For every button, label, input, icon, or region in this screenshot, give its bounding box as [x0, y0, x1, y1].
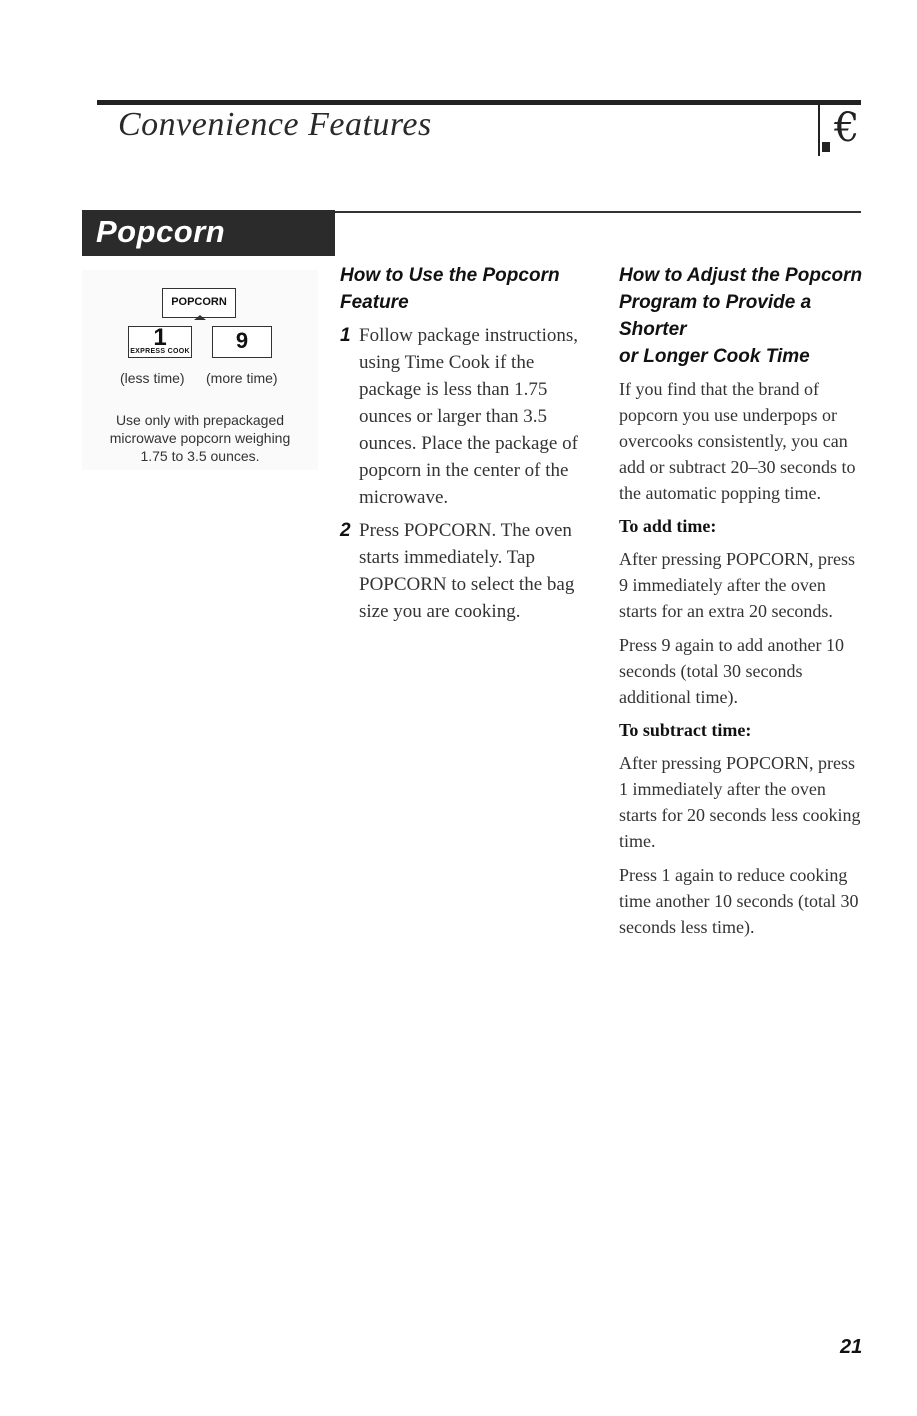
step-number: 2 — [340, 520, 351, 541]
caption-line: Use only with prepackaged — [115, 412, 285, 428]
keypad-illustration — [82, 270, 318, 470]
key-1-label: 1 — [153, 324, 167, 351]
caption-line: microwave popcorn weighing — [109, 430, 291, 446]
step-1 — [340, 322, 578, 511]
section-rule — [335, 211, 861, 213]
step-number: 1 — [340, 325, 351, 346]
tab-marker — [822, 142, 830, 152]
euro-glyph-icon: € — [834, 105, 860, 151]
heading-line: How to Use the Popcorn — [340, 265, 560, 286]
key-9 — [212, 326, 272, 358]
subtract-time-label: To subtract time: — [619, 720, 752, 740]
section-corner-tab — [818, 104, 860, 156]
page-number: 21 — [840, 1336, 863, 1358]
more-time-hint: (more time) — [206, 370, 278, 386]
subtract-time-paragraph: After pressing POPCORN, press 1 immediately after the oven starts for 20 seconds less cooking time. — [619, 753, 861, 851]
header-rule — [97, 100, 861, 105]
heading-line: or Longer Cook Time — [619, 346, 810, 367]
adjust-intro: If you find that the brand of popcorn you use underpops or overcooks consistently, you can add or subtract 20–30 seconds to the automatic popping time. — [619, 379, 856, 503]
key-1 — [128, 326, 192, 358]
use-popcorn-column — [340, 262, 578, 625]
step-text: Press POPCORN. The oven starts immediately. Tap POPCORN to select the bag size you are cooking. — [359, 520, 575, 622]
heading-line: How to Adjust the Popcorn — [619, 265, 863, 286]
key-9-label: 9 — [235, 328, 249, 353]
step-2 — [340, 517, 578, 625]
key-1-sublabel: EXPRESS COOK — [130, 348, 190, 355]
popcorn-key — [162, 288, 236, 318]
page-header-title: Convenience Features — [118, 106, 432, 143]
section-title: Popcorn — [96, 214, 226, 249]
popcorn-key-label: POPCORN — [171, 296, 227, 308]
pointer-arrow-icon — [194, 315, 206, 320]
adjust-heading — [619, 262, 867, 370]
less-time-hint: (less time) — [120, 370, 185, 386]
add-time-paragraph: Press 9 again to add another 10 seconds (total 30 seconds additional time). — [619, 635, 844, 707]
heading-line: Feature — [340, 292, 409, 313]
subtract-time-paragraph: Press 1 again to reduce cooking time another 10 seconds (total 30 seconds less time). — [619, 865, 859, 937]
use-heading — [340, 262, 578, 316]
step-text: Follow package instructions, using Time Cook if the package is less than 1.75 ounces or larger than 3.5 ounces. Place the package of popcorn in the center of the microwave. — [359, 325, 578, 508]
adjust-popcorn-column — [619, 262, 867, 948]
caption-line: 1.75 to 3.5 ounces. — [140, 448, 260, 464]
add-time-label: To add time: — [619, 516, 717, 536]
section-banner — [82, 210, 335, 256]
add-time-paragraph: After pressing POPCORN, press 9 immediately after the oven starts for an extra 20 seconds. — [619, 549, 855, 621]
heading-line: Program to Provide a Shorter — [619, 292, 812, 340]
